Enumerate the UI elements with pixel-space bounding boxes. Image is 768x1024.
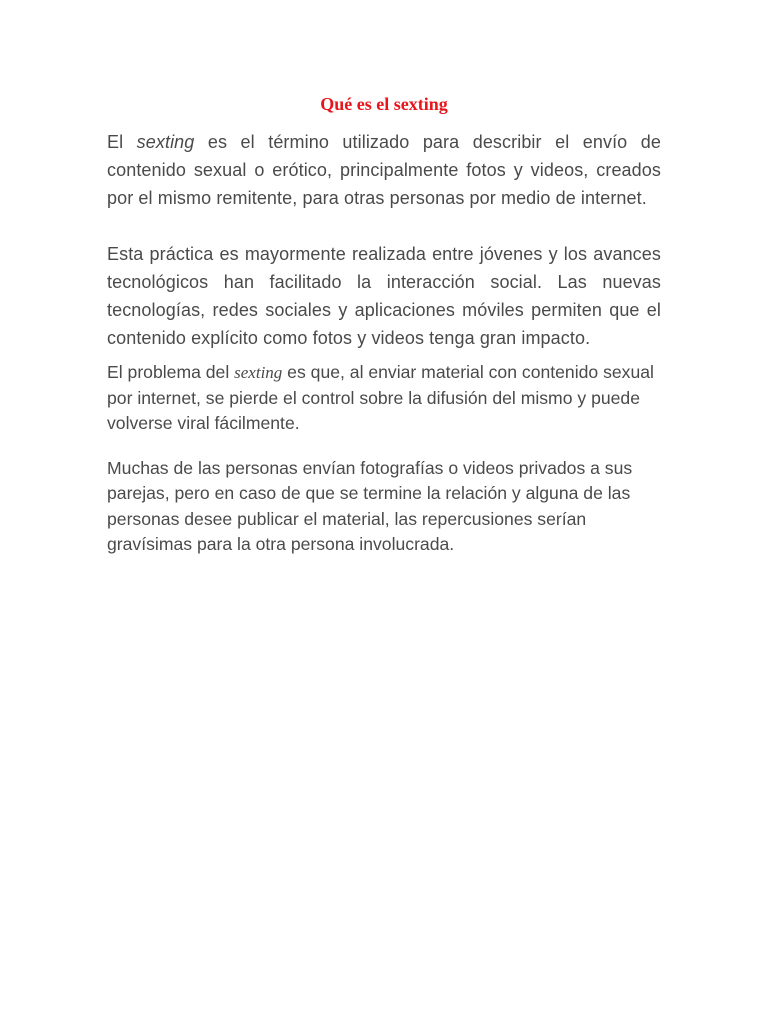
document-page (107, 90, 661, 558)
paragraph-problem-rest: es que, al enviar material con contenido sexual por internet, se pierde el control sobre la difusión del mismo y puede volverse viral fácilmente. (107, 362, 654, 433)
paragraph-problem-lead: El problema del (107, 362, 235, 382)
sexting-term: sexting (136, 132, 195, 152)
paragraph-definition-lead: El (107, 132, 137, 152)
paragraph-definition (107, 128, 661, 212)
document-title: Qué es el sexting (320, 94, 448, 114)
paragraph-problem (107, 360, 661, 437)
paragraph-definition-rest: es el término utilizado para describir el envío de contenido sexual o erótico, principalmente fotos y videos, creados por el mismo remitente, para otras personas por medio de internet. (107, 132, 661, 208)
sexting-term-serif: sexting (234, 363, 283, 382)
paragraph-consequences: Muchas de las personas envían fotografías o videos privados a sus parejas, pero en caso de que se termine la relación y alguna de las personas desee publicar el material, las repercusiones serían gravísimas para la otra persona involucrada. (107, 457, 633, 554)
paragraph-practice: Esta práctica es mayormente realizada entre jóvenes y los avances tecnológicos han facilitado la interacción social. Las nuevas tecnologías, redes sociales y aplicaciones móviles permiten que el contenido explícito como fotos y videos tenga gran impacto. (107, 244, 661, 348)
